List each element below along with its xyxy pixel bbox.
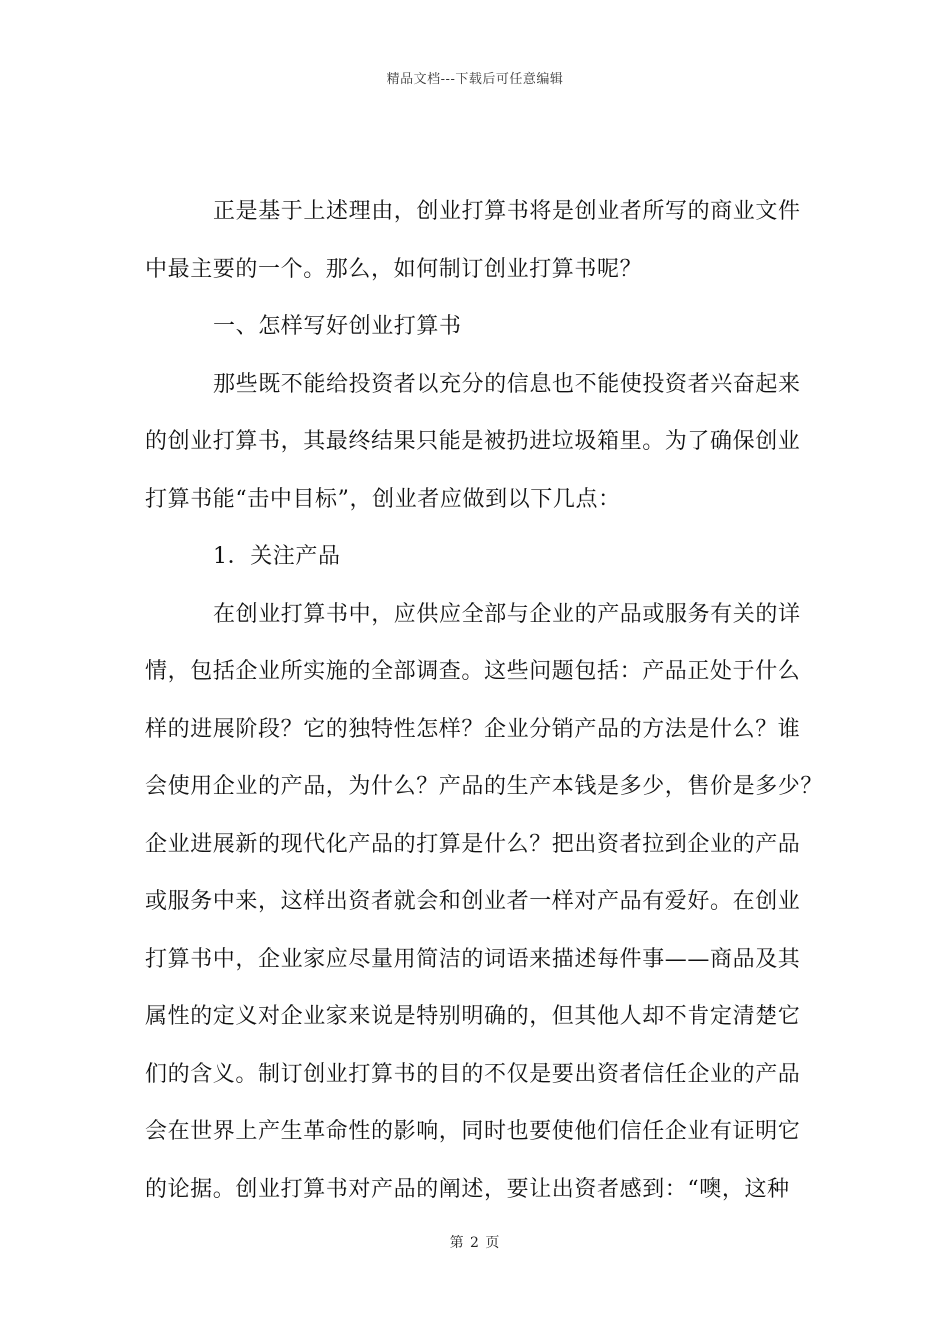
paragraph-line: 们的含义。制订创业打算书的目的不仅是要出资者信任企业的产品 (145, 1061, 801, 1087)
paragraph-line: 那些既不能给投资者以充分的信息也不能使投资者兴奋起来 (213, 371, 801, 397)
paragraph-line: 的论据。创业打算书对产品的阐述，要让出资者感到：“噢，这种 (145, 1176, 790, 1202)
paragraph-line: 的创业打算书，其最终结果只能是被扔进垃圾箱里。为了确保创业 (145, 429, 801, 454)
paragraph-line: 样的进展阶段？它的独特性怎样？企业分销产品的方法是什么？谁 (145, 716, 801, 742)
paragraph-line: 会使用企业的产品，为什么？产品的生产本钱是多少，售价是多少？ (145, 774, 824, 799)
paragraph-line: 打算书中，企业家应尽量用简洁的词语来描述每件事——商品及其 (145, 946, 801, 972)
paragraph-line: 打算书能“击中目标”，创业者应做到以下几点： (145, 486, 621, 512)
paragraph-line: 中最主要的一个。那么，如何制订创业打算书呢？ (145, 256, 643, 282)
paragraph-line: 或服务中来，这样出资者就会和创业者一样对产品有爱好。在创业 (145, 889, 801, 914)
paragraph-line: 属性的定义对企业家来说是特别明确的，但其他人却不肯定清楚它 (145, 1004, 801, 1029)
paragraph-line: 情，包括企业所实施的全部调查。这些问题包括：产品正处于什么 (145, 659, 801, 684)
subsection-heading: 1．关注产品 (213, 544, 341, 569)
paragraph-line: 正是基于上述理由，创业打算书将是创业者所写的商业文件 (213, 199, 801, 224)
page-header: 精品文档---下载后可任意编辑 (386, 72, 564, 87)
page-number: 第 2 页 (449, 1235, 501, 1251)
document-body (145, 192, 824, 1227)
paragraph-line: 在创业打算书中，应供应全部与企业的产品或服务有关的详 (213, 601, 801, 627)
section-heading: 一、怎样写好创业打算书 (213, 314, 462, 339)
paragraph-line: 会在世界上产生革命性的影响，同时也要使他们信任企业有证明它 (145, 1119, 801, 1144)
paragraph-line: 企业进展新的现代化产品的打算是什么？把出资者拉到企业的产品 (145, 831, 801, 857)
